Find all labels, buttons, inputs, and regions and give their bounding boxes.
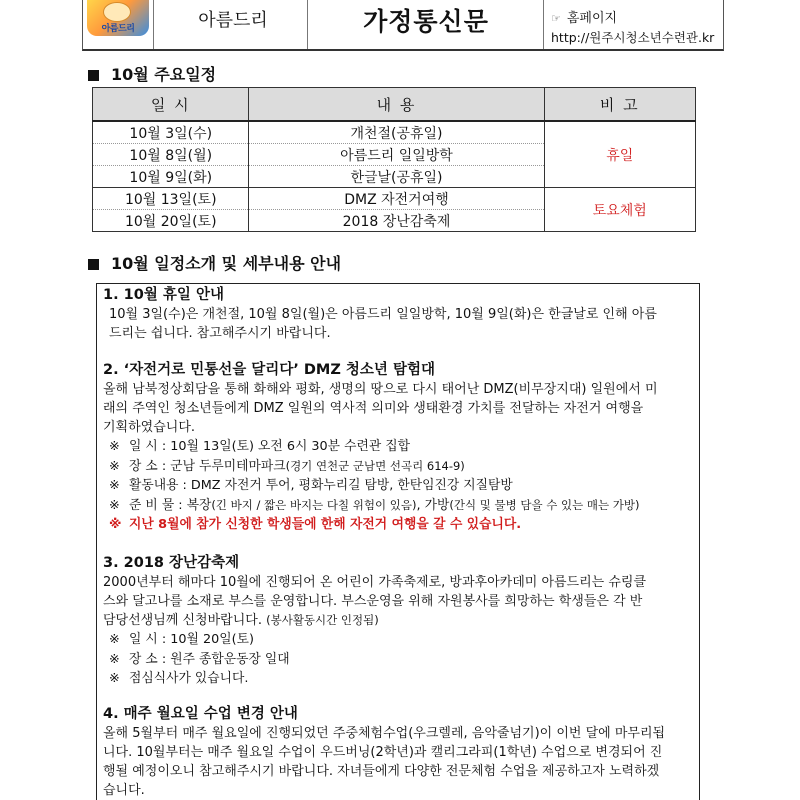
logo [87,0,149,36]
bullet-subtext: (경기 연천군 군남면 선곡리 614-9) [285,458,465,473]
homepage-url[interactable]: http://원주시청소년수련관.kr [551,30,715,45]
warning-item [103,515,693,535]
bullet-item [103,457,693,477]
table-row [93,188,696,210]
cell-content: 아름드리 일일방학 [249,144,544,166]
bullet-item [103,437,693,457]
item-title: 4. 매주 월요일 수업 변경 안내 [103,706,298,722]
cell-note-holiday: 휴일 [544,121,695,188]
bullet-label: 일 시 : [129,439,167,454]
square-bullet-icon [88,70,99,81]
bullet-label: 준 비 물 : [129,497,183,513]
cell-content: 개천절(공휴일) [249,121,544,144]
bullet-text: 10월 20일(토) [170,632,254,647]
org-name: 아름드리 [198,10,268,31]
section-heading-text: 10월 주요일정 [111,65,217,84]
item-text: 래의 주역인 청소년들에게 DMZ 일원의 역사적 의미와 생태환경 가치를 전달하는 자전거 여행을 [103,401,644,416]
bullet-text: 점심식사가 있습니다. [129,671,249,686]
section-heading-text: 10월 일정소개 및 세부내용 안내 [111,254,342,273]
square-bullet-icon [88,259,99,270]
col-header-date: 일 시 [93,88,249,122]
header-divider [153,0,154,49]
bullet-text: 군남 두루미테마파크 [170,458,286,474]
reference-mark-icon: ※ [109,651,120,667]
section-heading-details [82,251,341,274]
item-text: 드리는 쉽니다. 참고해주시기 바랍니다. [109,326,331,341]
bullet-text: 원주 종합운동장 일대 [170,651,290,667]
details-box [96,283,700,800]
header [82,0,724,51]
item-text: 니다. 10월부터는 매주 월요일 수업이 우드버닝(2학년)과 캘리그라피(1학년) 수업으로 변경되어 진 [103,745,663,760]
item-text: 행될 예정이오니 참고해주시기 바랍니다. 자녀들에게 다양한 전문체험 수업을 제공하고자 노력하겠 [103,764,660,779]
bullet-text: 10월 13일(토) 오전 6시 30분 수련관 집합 [170,439,410,454]
item-text: 기획하였습니다. [103,420,196,435]
cell-note-saturday: 토요체험 [544,188,695,232]
bullet-label: 장 소 : [129,651,167,667]
item-text-row [103,611,693,630]
table-header-row [93,88,696,122]
bullet-subtext: (간식 및 물병 담을 수 있는 매는 가방) [449,497,640,512]
item-text: 스와 달고나를 소재로 부스를 운영합니다. 부스운영을 위해 자원봉사를 희망하는 학생들은 각 반 [103,594,643,609]
item-text: 10월 3일(수)은 개천절, 10월 8일(월)은 아름드리 일일방학, 10월 9일(화)은 한글날로 인해 아름 [109,307,657,322]
cell-date: 10월 8일(월) [93,144,249,166]
bullet-text: DMZ 자전거 투어, 평화누리길 탐방, 한탄임진강 지질탐방 [190,478,513,493]
cell-content: 한글날(공휴일) [249,166,544,188]
item-text: 담당선생님께 신청바랍니다. [103,613,262,628]
detail-item-dmz [103,360,693,535]
detail-item-toy-festival [103,553,693,689]
cell-date: 10월 20일(토) [93,210,249,232]
bullet-item [103,630,693,650]
reference-mark-icon: ※ [109,478,120,493]
cell-date: 10월 3일(수) [93,121,249,144]
col-header-content: 내 용 [249,88,544,122]
cell-date: 10월 9일(화) [93,166,249,188]
logo-text: 아름드리 [101,24,135,34]
homepage-label: 홈페이지 [566,11,618,26]
reference-mark-icon: ※ [109,497,120,513]
item-subtext: (봉사활동시간 인정됨) [266,613,379,627]
cell-content: 2018 장난감축제 [249,210,544,232]
item-text: 2000년부터 해마다 10월에 진행되어 온 어린이 가족축제로, 방과후아카데미 아름드리는 슈링클 [103,575,647,590]
header-divider [307,0,308,49]
bullet-item [103,476,693,496]
bullet-item [103,669,693,689]
bullet-label: 활동내용 : [129,478,187,493]
item-text: 올해 남북정상회담을 통해 화해와 평화, 생명의 땅으로 다시 태어난 DMZ(비무장지대) 일원에서 미 [103,382,658,397]
bullet-item [103,650,693,670]
item-title: 3. 2018 장난감축제 [103,555,240,571]
bullet-item [103,496,693,516]
item-text: 습니다. [103,783,145,798]
reference-mark-icon: ※ [109,517,122,532]
cell-date: 10월 13일(토) [93,188,249,210]
reference-mark-icon: ※ [109,439,120,454]
reference-mark-icon: ※ [109,632,120,647]
detail-item-monday-class [103,704,693,800]
reference-mark-icon: ※ [109,671,120,686]
schedule-table [92,87,696,232]
item-title: 2. ‘자전거로 민통선을 달리다’ DMZ 청소년 탐험대 [103,362,435,378]
bullet-label: 일 시 : [129,632,167,647]
reference-mark-icon: ※ [109,458,120,474]
bullet-text: 복장 [186,497,212,513]
warning-text: 지난 8월에 참가 신청한 학생들에 한해 자전거 여행을 갈 수 있습니다. [129,517,522,532]
cell-content: DMZ 자전거여행 [249,188,544,210]
bullet-subtext: (긴 바지 / 짧은 바지는 다칠 위험이 있음) [211,497,417,512]
bullet-label: 장 소 : [129,458,167,474]
item-text: 올해 5월부터 매주 월요일에 진행되었던 주중체험수업(우크렐레, 음악줄넘기)이 이번 달에 마무리됩 [103,726,666,741]
col-header-note: 비 고 [544,88,695,122]
pointing-hand-icon: ☞ [551,12,561,25]
item-title: 1. 10월 휴일 안내 [103,287,224,303]
bullet-text: , 가방 [416,497,450,513]
table-row [93,121,696,144]
header-divider [543,0,544,49]
document-title: 가정통신문 [363,7,489,36]
homepage-label-row [551,7,617,26]
mascot-icon [103,2,131,22]
detail-item-holidays [103,285,693,343]
section-heading-schedule [82,62,216,85]
